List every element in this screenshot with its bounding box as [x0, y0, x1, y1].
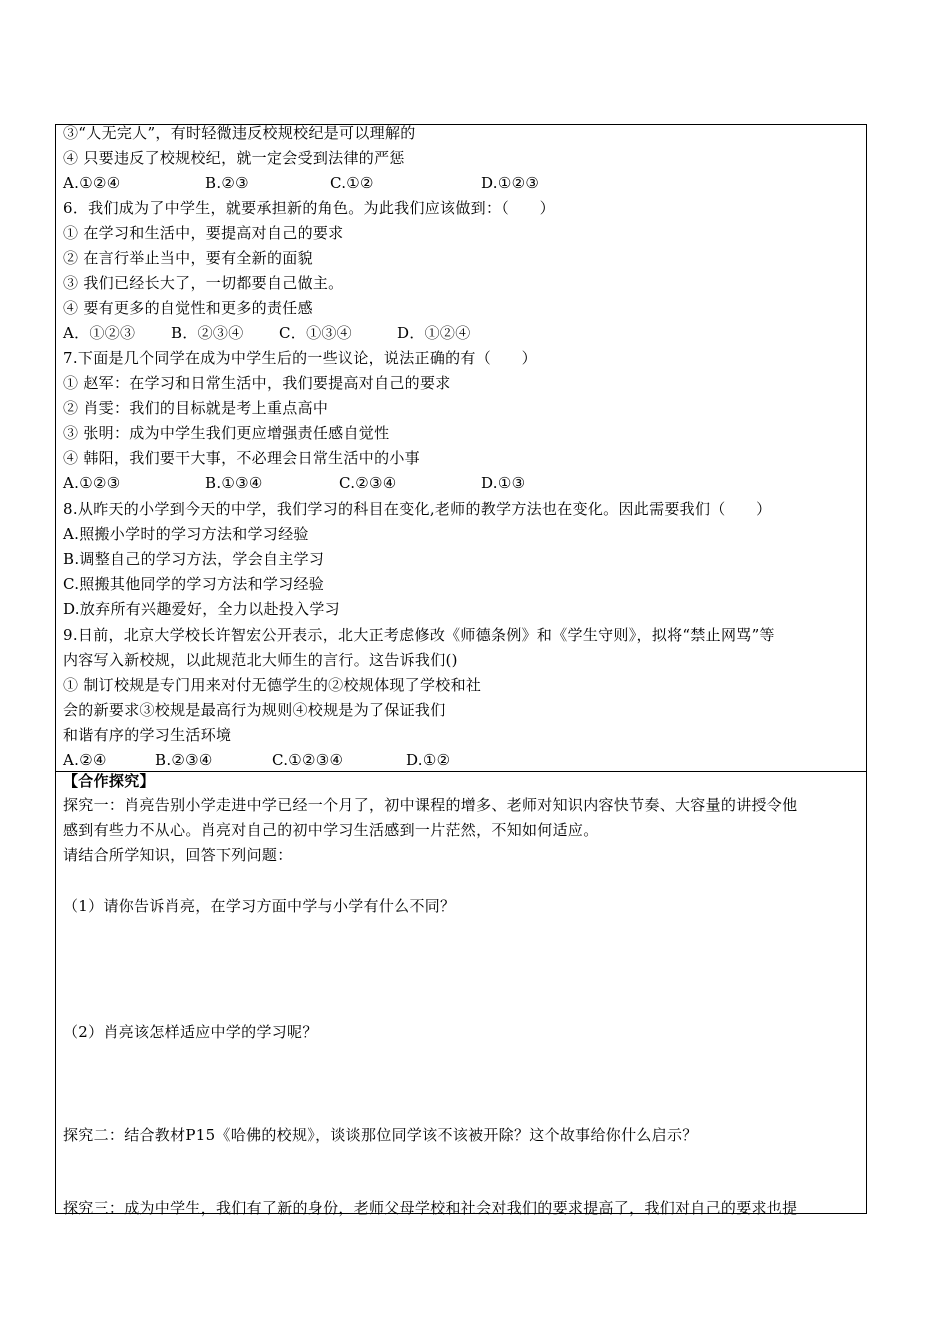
- q9-option-c: C.①②③④: [272, 751, 344, 769]
- q8-option-c: C.照搬其他同学的学习方法和学习经验: [63, 575, 325, 593]
- q7-option-d: D.①③: [481, 474, 526, 492]
- explore1-instruction: 请结合所学知识，回答下列问题：: [63, 846, 293, 864]
- q8-stem: 8.从昨天的小学到今天的中学，我们学习的科目在变化,老师的教学方法也在变化。因此需要我们（ ）: [63, 500, 772, 518]
- q6-option-c: C．①③④: [279, 324, 352, 342]
- q6-option-b: B．②③④: [171, 324, 244, 342]
- explore3-question: 探究三：成为中学生，我们有了新的身份，老师父母学校和社会对我们的要求提高了，我们对自己的要求也提: [63, 1199, 798, 1217]
- q9-stem-line: 和谐有序的学习生活环境: [63, 726, 232, 744]
- q5-option-c: C.①②: [330, 174, 374, 192]
- explore1-text: 感到有些力不从心。肖亮对自己的初中学习生活感到一片茫然，不知如何适应。: [63, 821, 599, 839]
- q6-option-d: D．①②④: [397, 324, 471, 342]
- q7-item: ① 赵军：在学习和日常生活中，我们要提高对自己的要求: [63, 374, 451, 392]
- q9-stem-line: 会的新要求③校规是最高行为规则④校规是为了保证我们: [63, 701, 446, 719]
- q8-option-b: B.调整自己的学习方法，学会自主学习: [63, 550, 325, 568]
- section-heading: 【合作探究】: [63, 772, 155, 790]
- q6-option-a: A．①②③: [63, 324, 136, 342]
- explore1-question-2: （2）肖亮该怎样适应中学的学习呢？: [63, 1023, 318, 1041]
- q5-option-d: D.①②③: [481, 174, 540, 192]
- q9-option-a: A.②④: [63, 751, 107, 769]
- q9-stem-line: 9.日前，北京大学校长许智宏公开表示，北大正考虑修改《师德条例》和《学生守则》，拟将“禁止网骂”等: [63, 626, 775, 644]
- explore2-question: 探究二：结合教材P15《哈佛的校规》，谈谈那位同学该不该被开除？这个故事给你什么启示？: [63, 1126, 698, 1144]
- q9-option-d: D.①②: [406, 751, 451, 769]
- q9-stem-line: 内容写入新校规，以此规范北大师生的言行。这告诉我们(): [63, 651, 458, 669]
- q8-option-a: A.照搬小学时的学习方法和学习经验: [63, 525, 309, 543]
- q7-item: ④ 韩阳，我们要干大事，不必理会日常生活中的小事: [63, 449, 420, 467]
- q6-item: ④ 要有更多的自觉性和更多的责任感: [63, 299, 313, 317]
- explore1-question-1: （1）请你告诉肖亮，在学习方面中学与小学有什么不同？: [63, 897, 456, 915]
- q8-option-d: D.放弃所有兴趣爱好，全力以赴投入学习: [63, 600, 340, 618]
- q9-option-b: B.②③④: [155, 751, 213, 769]
- q7-option-a: A.①②③: [63, 474, 121, 492]
- q7-item: ③ 张明：成为中学生我们更应增强责任感自觉性: [63, 424, 390, 442]
- q7-stem: 7.下面是几个同学在成为中学生后的一些议论，说法正确的有（ ）: [63, 349, 537, 367]
- q5-option-b: B.②③: [205, 174, 249, 192]
- q7-option-b: B.①③④: [205, 474, 263, 492]
- q5-item-3: ③“人无完人”，有时轻微违反校规校纪是可以理解的: [63, 124, 416, 142]
- q9-stem-line: ① 制订校规是专门用来对付无德学生的②校规体现了学校和社: [63, 676, 482, 694]
- q7-option-c: C.②③④: [339, 474, 397, 492]
- q5-option-a: A.①②④: [63, 174, 121, 192]
- q5-item-4: ④ 只要违反了校规校纪，就一定会受到法律的严惩: [63, 149, 405, 167]
- q6-stem: 6．我们成为了中学生，就要承担新的角色。为此我们应该做到：（ ）: [63, 199, 555, 217]
- explore1-text: 探究一：肖亮告别小学走进中学已经一个月了，初中课程的增多、老师对知识内容快节奏、大容量的讲授令他: [63, 796, 798, 814]
- q6-item: ③ 我们已经长大了，一切都要自己做主。: [63, 274, 344, 292]
- q6-item: ② 在言行举止当中，要有全新的面貌: [63, 249, 313, 267]
- q7-item: ② 肖雯：我们的目标就是考上重点高中: [63, 399, 329, 417]
- q6-item: ① 在学习和生活中，要提高对自己的要求: [63, 224, 344, 242]
